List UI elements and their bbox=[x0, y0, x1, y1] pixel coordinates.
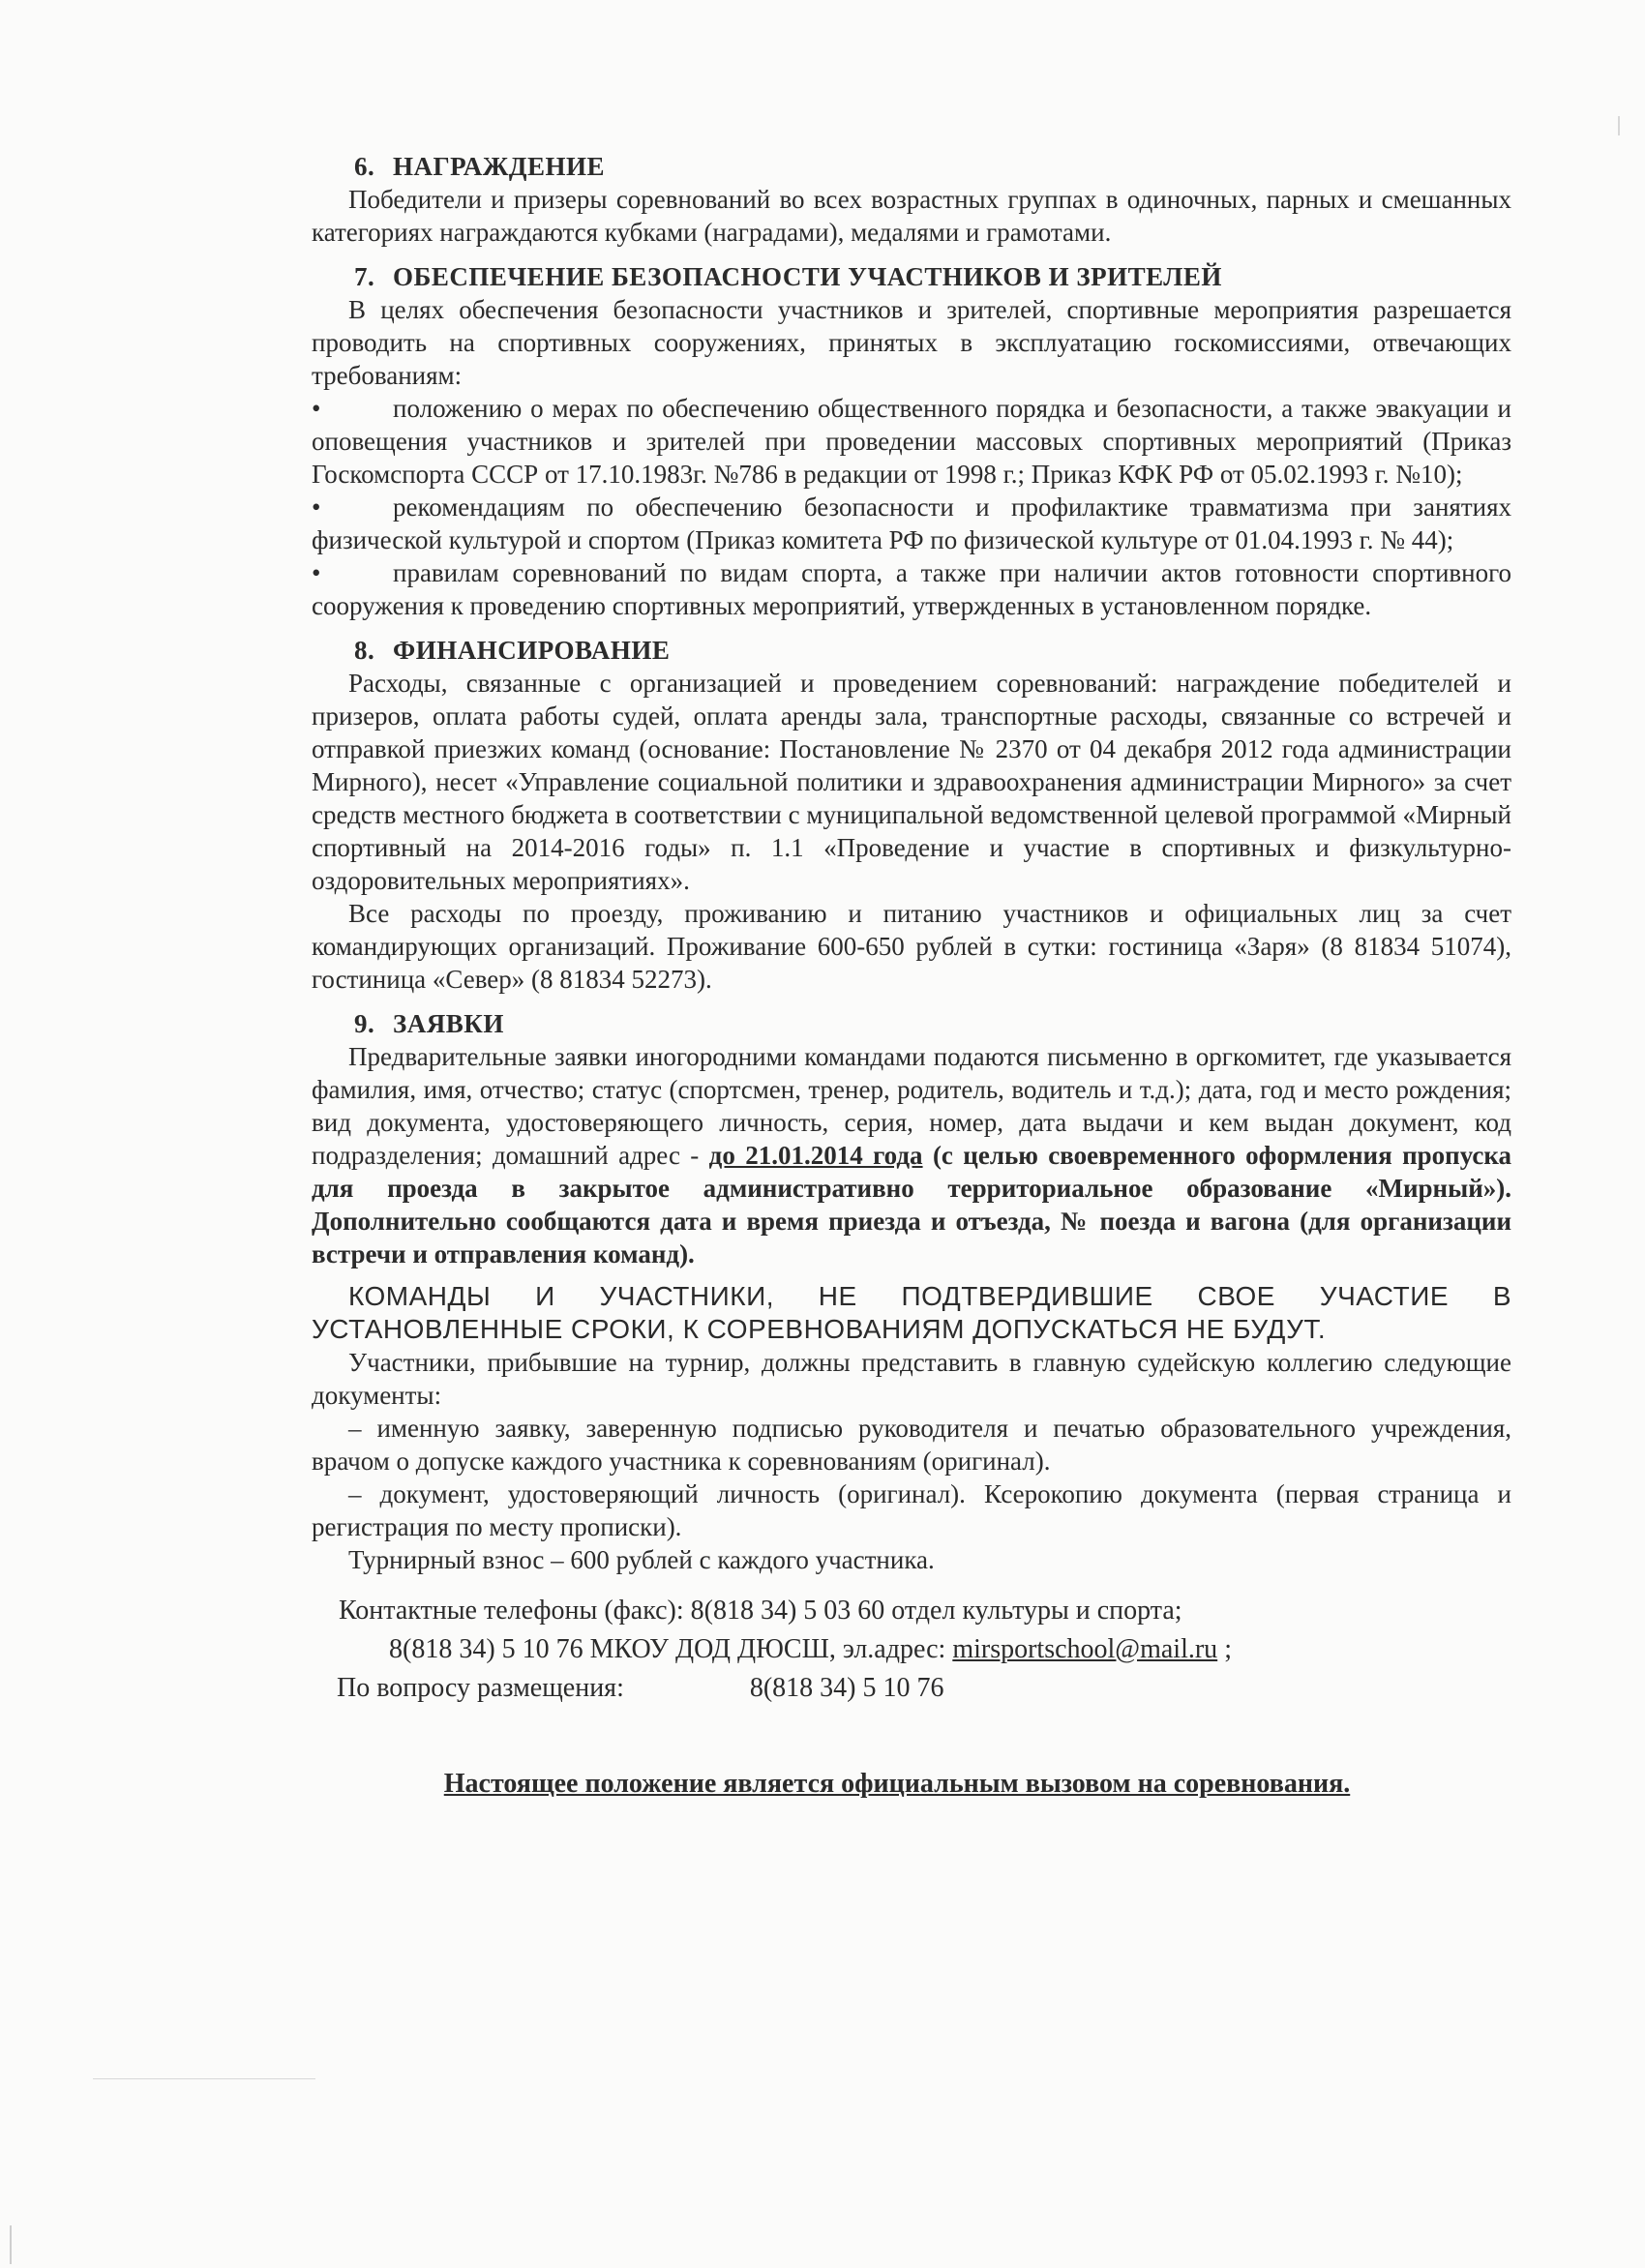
section-title: ОБЕСПЕЧЕНИЕ БЕЗОПАСНОСТИ УЧАСТНИКОВ И ЗРИТЕЛЕЙ bbox=[393, 262, 1222, 291]
deadline-text: до 21.01.2014 года bbox=[708, 1141, 923, 1170]
section-number: 9. bbox=[354, 1009, 375, 1038]
paragraph-text: Предварительные заявки иногородними командами подаются письменно в оргкомитет, где указывается фамилия, имя, отчество; статус (спортсмен, тренер, родитель, водитель и т.д.); дата, год и место рождения; вид документа, удостоверяющего личность, серия, номер, дата выдачи и кем выдан документ, код подразделения; домашний адрес - bbox=[312, 1042, 1511, 1170]
list-item: – именную заявку, заверенную подписью руководителя и печатью образовательного учреждения, врачом о допуске каждого участника к соревнованиям (оригинал). bbox=[312, 1414, 1511, 1476]
section-6-heading bbox=[312, 150, 1511, 183]
section-9-paragraph bbox=[312, 1040, 1511, 1270]
section-number: 6. bbox=[354, 152, 375, 181]
scan-artifact-line bbox=[93, 2078, 315, 2079]
list-item-text: рекомендациям по обеспечению безопасности и профилактике травматизма при занятиях физической культурой и спортом (Приказ комитета РФ по физической культуре от 01.04.1993 г. № 44); bbox=[312, 492, 1511, 554]
section-number: 8. bbox=[354, 636, 375, 665]
paragraph-bold-text: (с целью своевременного оформления пропуска для проезда в закрытое административно территориальное образование «Мирный»). Дополнительно сообщаются дата и время приезда и отъезда, № поезда и вагона (для организации встречи и отправления команд). bbox=[312, 1141, 1511, 1268]
list-item bbox=[312, 491, 1511, 556]
contacts-phone: 8(818 34) 5 10 76 bbox=[749, 1673, 944, 1703]
contacts-line bbox=[312, 1669, 1511, 1708]
section-title: НАГРАЖДЕНИЕ bbox=[393, 152, 606, 181]
list-item bbox=[312, 556, 1511, 622]
section-8-paragraph: Расходы, связанные с организацией и проведением соревнований: награждение победителей и призеров, оплата работы судей, оплата аренды зала, транспортные расходы, связанные со встречей и отправкой приезжих команд (основание: Постановление № 2370 от 04 декабря 2012 года администрации Мирного), несет «Управление социальной политики и здравоохранения администрации Мирного» за счет средств местного бюджета в соответствии с муниципальной ведомственной целевой программой «Мирный спортивный на 2014-2016 годы» п. 1.1 «Проведение и участие в спортивных и физкультурно-оздоровительных мероприятиях». bbox=[312, 669, 1511, 895]
section-7-intro: В целях обеспечения безопасности участников и зрителей, спортивные мероприятия разрешается проводить на спортивных сооружениях, принятых в эксплуатацию госкомиссиями, отвечающих требованиям: bbox=[312, 295, 1511, 390]
contacts-line bbox=[312, 1630, 1511, 1669]
scan-artifact-mark bbox=[1618, 116, 1620, 135]
document-body bbox=[312, 150, 1511, 1801]
section-title: ЗАЯВКИ bbox=[393, 1009, 504, 1038]
list-item-text: правилам соревнований по видам спорта, а также при наличии актов готовности спортивного сооружения к проведению спортивных мероприятий, утвержденных в установленном порядке. bbox=[312, 558, 1511, 620]
contacts-line: Контактные телефоны (факс): 8(818 34) 5 03 60 отдел культуры и спорта; bbox=[339, 1596, 1182, 1626]
bullet-icon: • bbox=[312, 558, 321, 587]
email-link[interactable]: mirsportschool@mail.ru bbox=[952, 1634, 1218, 1664]
section-9-heading bbox=[312, 1007, 1511, 1040]
bullet-icon: • bbox=[312, 492, 321, 522]
list-item: – документ, удостоверяющий личность (оригинал). Ксерокопию документа (первая страница и регистрация по месту прописки). bbox=[312, 1479, 1511, 1541]
section-title: ФИНАНСИРОВАНИЕ bbox=[393, 636, 671, 665]
section-number: 7. bbox=[354, 262, 375, 291]
section-9-paragraph: Участники, прибывшие на турнир, должны представить в главную судейскую коллегию следующие документы: bbox=[312, 1348, 1511, 1410]
bullet-icon: • bbox=[312, 394, 321, 423]
list-item-text: положению о мерах по обеспечению общественного порядка и безопасности, а также эвакуации и оповещения участников и зрителей при проведении массовых спортивных мероприятий (Приказ Госкомспорта СССР от 17.10.1983г. №786 в редакции от 1998 г.; Приказ КФК РФ от 05.02.1993 г. №10); bbox=[312, 394, 1511, 489]
fee-text: Турнирный взнос – 600 рублей с каждого участника. bbox=[348, 1545, 935, 1574]
section-8-heading bbox=[312, 634, 1511, 667]
contacts-label: По вопросу размещения: bbox=[337, 1673, 624, 1703]
contacts-text: 8(818 34) 5 10 76 МКОУ ДОД ДЮСШ, эл.адрес: bbox=[389, 1634, 953, 1664]
warning-caps-text: КОМАНДЫ И УЧАСТНИКИ, НЕ ПОДТВЕРДИВШИЕ СВОЕ УЧАСТИЕ В УСТАНОВЛЕННЫЕ СРОКИ, К СОРЕВНОВАНИЯМ ДОПУСКАТЬСЯ НЕ БУДУТ. bbox=[312, 1281, 1511, 1344]
contacts-text: ; bbox=[1217, 1634, 1232, 1664]
section-8-paragraph: Все расходы по проезду, проживанию и питанию участников и официальных лиц за счет командирующих организаций. Проживание 600-650 рублей в сутки: гостиница «Заря» (8 81834 51074), гостиница «Север» (8 81834 52273). bbox=[312, 899, 1511, 994]
list-item bbox=[312, 392, 1511, 491]
section-7-heading bbox=[312, 260, 1511, 293]
scan-artifact-edge bbox=[10, 2225, 12, 2264]
section-6-text: Победители и призеры соревнований во всех возрастных группах в одиночных, парных и смешанных категориях награждаются кубками (наградами), медалями и грамотами. bbox=[312, 185, 1511, 247]
closing-statement: Настоящее положение является официальным вызовом на соревнования. bbox=[443, 1769, 1351, 1799]
contacts-block bbox=[312, 1592, 1511, 1708]
